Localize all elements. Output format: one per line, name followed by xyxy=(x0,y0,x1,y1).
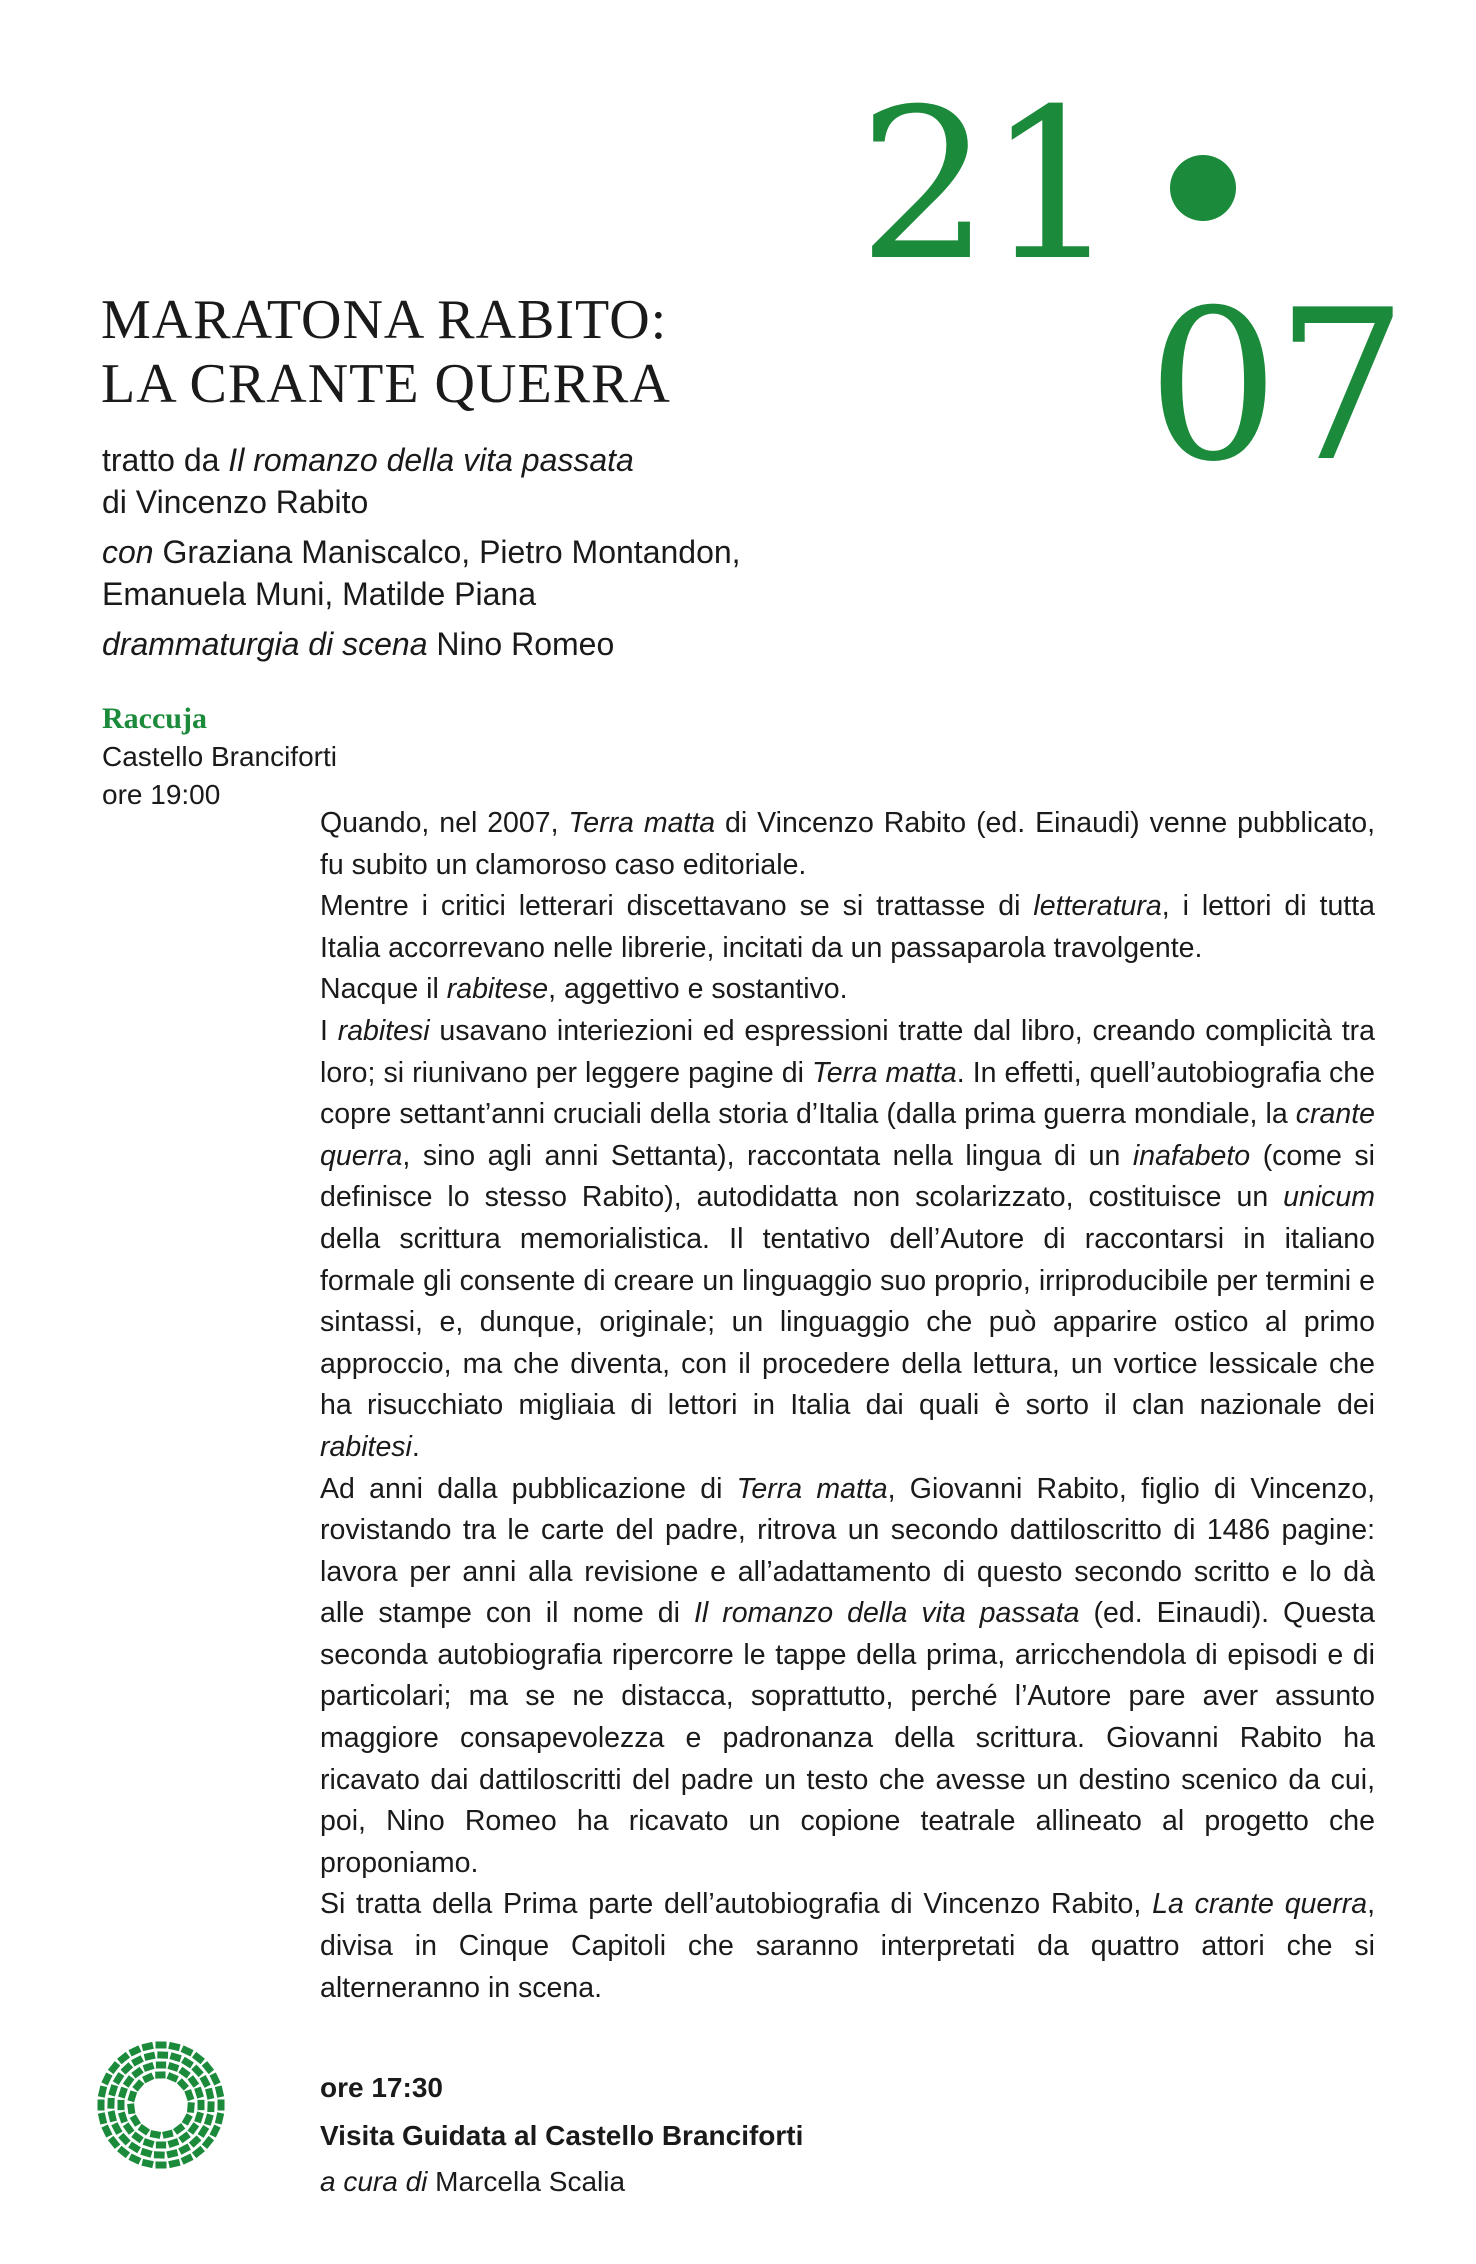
body-text: (ed. Einaudi). Questa seconda autobiografia ripercorre le tappe della prima, arricchendola di episodi e di particolari; ma se ne distacca, soprattutto, perché l’Autore pare aver assunto maggiore consapevolezza e padronanza della scrittura. Giovanni Rabito ha ricavato dai dattiloscritti del padre un testo che avesse un destino scenico da cui, poi, Nino Romeo ha ricavato un copione teatrale allineato al progetto che proponiamo. xyxy=(320,1597,1375,1879)
logo-brick xyxy=(182,2113,193,2125)
logo-brick xyxy=(108,2136,120,2149)
logo-brick xyxy=(108,2084,118,2096)
emphasis-text: La crante querra xyxy=(1152,1888,1368,1921)
emphasis-text: rabitesi xyxy=(337,1014,430,1047)
description-paragraph xyxy=(320,969,1375,1011)
logo-brick xyxy=(101,2072,112,2085)
tour-curator-name: Marcella Scalia xyxy=(427,2166,626,2197)
logo-brick xyxy=(167,2072,179,2082)
logo-brick xyxy=(138,2124,150,2136)
body-text: , divisa in Cinque Capitoli che saranno interpretati da quattro attori che si alterneranno in scena. xyxy=(320,1888,1375,2004)
body-text: (come si definisce lo stesso Rabito), autodidatta non scolarizzato, costituisce un xyxy=(320,1139,1375,1214)
logo-brick xyxy=(131,2055,144,2066)
logo-brick xyxy=(128,2142,141,2154)
logo-brick xyxy=(128,2045,141,2056)
emphasis-text: letteratura xyxy=(1033,890,1162,923)
logo-brick xyxy=(117,2052,130,2064)
event-description xyxy=(320,803,1375,2009)
logo-brick xyxy=(187,2102,195,2113)
source-line xyxy=(102,439,862,523)
logo-brick xyxy=(188,2122,200,2134)
logo-brick xyxy=(181,2154,194,2165)
logo-brick xyxy=(155,2071,165,2078)
logo-brick xyxy=(155,2042,166,2049)
venue-place: Castello Branciforti xyxy=(102,741,337,772)
body-text: usavano interiezioni ed espressioni tratte dal libro, creando complicità tra loro; si riunivano per leggere pagine di xyxy=(320,1014,1375,1089)
logo-brick xyxy=(144,2052,156,2061)
venue-time: ore 19:00 xyxy=(102,779,221,810)
logo-brick xyxy=(178,2132,190,2144)
venue-block xyxy=(102,700,337,814)
body-text: . In effetti, quell’autobiografia che copre settant’anni cruciali della storia d’Italia (dalla prima guerra mondiale, la xyxy=(320,1056,1375,1131)
logo-brick xyxy=(184,2089,194,2101)
logo-brick xyxy=(98,2099,105,2110)
dramaturgy-line xyxy=(102,623,862,665)
body-text: Ad anni dalla pubblicazione di xyxy=(320,1472,737,1505)
logo-brick xyxy=(123,2122,135,2134)
author-line: di Vincenzo Rabito xyxy=(102,484,369,520)
emphasis-text: rabitese xyxy=(446,973,549,1006)
cast-names-1: Graziana Maniscalco, Pietro Montandon, xyxy=(153,534,741,570)
emphasis-text: inafabeto xyxy=(1132,1139,1251,1172)
logo-brick xyxy=(131,2067,143,2079)
logo-brick xyxy=(194,2111,204,2123)
logo-brick xyxy=(117,2146,130,2158)
logo-brick xyxy=(123,2075,135,2087)
logo-brick xyxy=(155,2162,166,2169)
logo-brick xyxy=(210,2125,221,2138)
logo-brick xyxy=(178,2144,191,2155)
logo-brick xyxy=(204,2113,214,2125)
cast-label: con xyxy=(102,534,154,570)
logo-brick xyxy=(142,2072,154,2083)
logo-brick xyxy=(98,2112,107,2124)
description-paragraph xyxy=(320,1469,1375,1885)
logo-brick xyxy=(173,2123,185,2135)
venue-town: Raccuja xyxy=(102,702,207,735)
logo-brick xyxy=(154,2151,165,2158)
logo-brick xyxy=(194,2087,204,2099)
body-text: , aggettivo e sostantivo. xyxy=(548,973,848,1006)
tour-curator-label: a cura di xyxy=(320,2166,428,2197)
logo-brick xyxy=(143,2138,155,2148)
description-paragraph xyxy=(320,886,1375,969)
logo-brick xyxy=(192,2052,205,2064)
logo-brick xyxy=(198,2125,210,2138)
logo-brick xyxy=(157,2051,168,2058)
logo-brick xyxy=(118,2133,130,2146)
logo-brick xyxy=(118,2087,128,2099)
body-text: Mentre i critici letterari discettavano se si trattasse di xyxy=(320,890,1034,923)
logo-brick xyxy=(177,2078,189,2090)
date-separator-dot xyxy=(1170,155,1236,221)
logo-brick xyxy=(130,2114,141,2126)
event-title xyxy=(101,288,671,416)
logo-brick xyxy=(215,2112,224,2124)
logo-brick xyxy=(156,2142,166,2149)
logo-brick xyxy=(118,2100,125,2110)
logo-brick xyxy=(127,2090,137,2102)
logo-brick xyxy=(140,2148,152,2158)
logo-brick xyxy=(141,2042,153,2051)
logo-brick xyxy=(143,2062,155,2072)
logo-brick xyxy=(113,2072,125,2085)
body-text: della scrittura memorialistica. Il tentativo dell’Autore di raccontarsi in italiano formale gli consente di creare un linguaggio suo proprio, irriproducibile per termini e sintassi, e, dunque, originale; un linguaggio che può apparire ostico al primo approccio, ma che diventa, con il procedere della lettura, un vortice lessicale che ha risucchiato migliaia di lettori in Italia dai quali è sorto il clan nazionale dei xyxy=(320,1222,1375,1422)
logo-brick xyxy=(166,2149,178,2158)
description-paragraph xyxy=(320,1011,1375,1469)
logo-brick xyxy=(101,2125,112,2138)
dramaturgy-name: Nino Romeo xyxy=(427,626,615,662)
body-text: Nacque il xyxy=(320,973,447,1006)
source-prefix: tratto da xyxy=(102,442,229,478)
logo-brick xyxy=(108,2110,117,2122)
logo-brick xyxy=(156,2062,166,2069)
logo-brick xyxy=(215,2085,224,2097)
logo-brick xyxy=(111,2122,122,2135)
logo-brick xyxy=(162,2130,174,2139)
emphasis-text: Il romanzo della vita passata xyxy=(693,1597,1080,1630)
logo-brick xyxy=(210,2072,221,2085)
cast-names-2: Emanuela Muni, Matilde Piana xyxy=(102,576,537,612)
emphasis-text: crante querra xyxy=(320,1098,1375,1172)
logo-brick xyxy=(207,2101,214,2112)
event-credits xyxy=(102,439,862,673)
emphasis-text: unicum xyxy=(1283,1181,1375,1214)
description-paragraph xyxy=(320,1884,1375,2009)
logo-brick xyxy=(191,2065,203,2078)
logo-brick xyxy=(169,2052,181,2062)
logo-brick xyxy=(107,2098,114,2109)
logo-brick xyxy=(202,2061,214,2074)
logo-brick xyxy=(141,2159,153,2168)
logo-brick xyxy=(218,2099,225,2110)
logo-brick xyxy=(178,2067,190,2079)
emphasis-text: Terra matta xyxy=(568,807,716,839)
logo-brick xyxy=(127,2103,135,2114)
logo-brick xyxy=(167,2062,179,2072)
logo-brick xyxy=(128,2154,141,2165)
description-paragraph xyxy=(320,803,1375,886)
logo-brick xyxy=(198,2100,205,2110)
logo-brick xyxy=(167,2138,179,2148)
logo-brick xyxy=(202,2136,214,2149)
event-title-line1: MARATONA RABITO: xyxy=(101,289,668,351)
source-title: Il romanzo della vita passata xyxy=(228,442,634,478)
logo-brick xyxy=(181,2045,194,2056)
cast-line xyxy=(102,531,862,615)
logo-brick xyxy=(150,2130,161,2139)
logo-brick xyxy=(131,2132,143,2144)
emphasis-text: Terra matta xyxy=(811,1056,957,1089)
body-text: I xyxy=(320,1014,338,1047)
tour-time: ore 17:30 xyxy=(320,2072,443,2103)
tour-curator xyxy=(320,2166,625,2197)
logo-brick xyxy=(200,2075,211,2088)
emphasis-text: Terra matta xyxy=(736,1472,888,1505)
logo-brick xyxy=(188,2075,200,2087)
body-text: di Vincenzo Rabito (ed. Einaudi) venne pubblicato, fu subito un clamoroso caso editoriale. xyxy=(320,807,1375,881)
body-text: , sino agli anni Settanta), raccontata nella lingua di un xyxy=(402,1139,1133,1172)
logo-brick xyxy=(168,2042,180,2051)
body-text: Si tratta della Prima parte dell’autobiografia di Vincenzo Rabito, xyxy=(320,1888,1153,1921)
dramaturgy-label: drammaturgia di scena xyxy=(102,626,428,662)
logo-brick xyxy=(132,2079,144,2091)
body-text: Quando, nel 2007, xyxy=(320,807,569,839)
logo-brick xyxy=(181,2057,194,2069)
event-title-line2: LA CRANTE QUERRA xyxy=(101,353,671,415)
logo-brick xyxy=(205,2088,214,2100)
date-day: 21 xyxy=(858,65,1115,307)
body-text: , i lettori di tutta Italia accorrevano nelle librerie, incitati da un passaparola travolgente. xyxy=(320,890,1375,964)
logo-brick xyxy=(98,2085,107,2097)
logo-brick xyxy=(121,2062,134,2074)
logo-brick xyxy=(189,2135,202,2147)
emphasis-text: rabitesi xyxy=(320,1430,412,1463)
guided-tour-block xyxy=(320,2065,803,2205)
logo-brick xyxy=(168,2159,180,2168)
date-month: 07 xyxy=(1147,266,1404,508)
body-text: , Giovanni Rabito, figlio di Vincenzo, rovistando tra le carte del padre, ritrova un secondo dattiloscritto di 1486 pagine: lavora per anni alla revisione e all’adattamento di questo secondo scritto e lo dà alle stampe con il nome di xyxy=(320,1472,1375,1630)
tour-title: Visita Guidata al Castello Branciforti xyxy=(320,2120,804,2151)
body-text: . xyxy=(411,1430,420,1463)
logo-brick xyxy=(108,2061,120,2074)
brick-ring-logo-icon xyxy=(96,2040,226,2170)
logo-brick xyxy=(118,2111,128,2123)
logo-brick xyxy=(192,2146,205,2158)
